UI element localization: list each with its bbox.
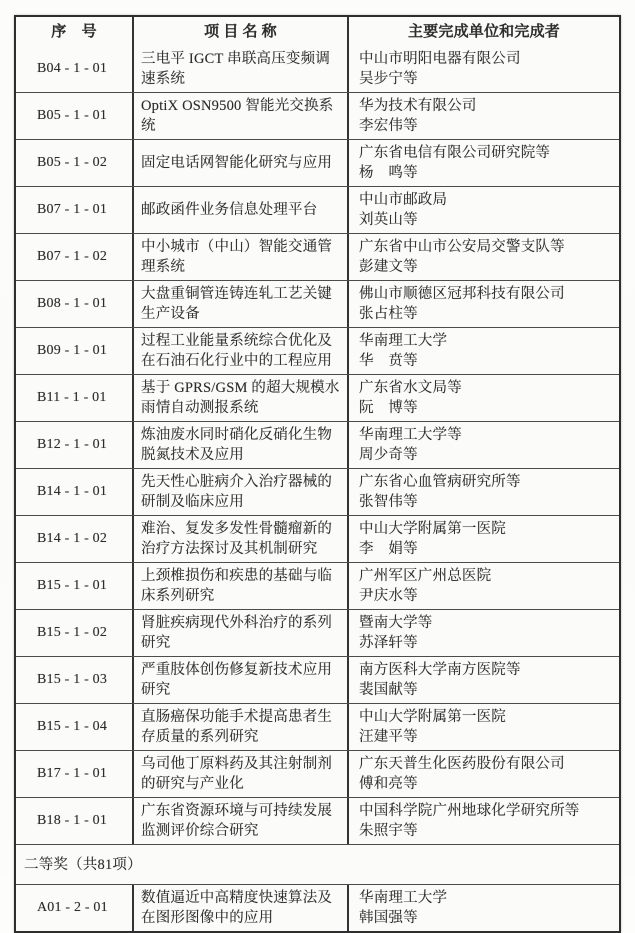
unit-org: 华南理工大学 [359,333,448,349]
table-row [16,327,619,374]
unit-person: 苏泽轩等 [359,635,418,651]
table-row [16,703,619,750]
section-label: 二等奖（共81项） [24,856,142,873]
table-header-row [16,17,619,46]
serial-cell: B17 - 1 - 01 [37,766,108,781]
project-cell: 过程工业能量系统综合优化及在石油石化行业中的工程应用 [132,328,347,374]
serial-cell: B15 - 1 - 01 [37,578,108,593]
serial-cell: B11 - 1 - 01 [37,390,107,405]
project-cell: 数值逼近中高精度快速算法及在图形图像中的应用 [132,885,347,931]
serial-cell: B15 - 1 - 04 [37,719,108,734]
table-row [16,280,619,327]
project-cell: 直肠癌保功能手术提高患者生存质量的系列研究 [132,704,347,750]
unit-org: 暨南大学等 [359,615,433,631]
project-cell: 乌司他丁原料药及其注射制剂的研究与产业化 [132,751,347,797]
unit-person: 李宏伟等 [359,118,418,134]
project-cell: 邮政函件业务信息处理平台 [132,187,347,233]
unit-cell [347,375,619,421]
unit-cell [347,657,619,703]
unit-person: 张占柱等 [359,306,418,322]
unit-org: 华南理工大学 [359,890,448,906]
unit-person: 汪建平等 [359,729,418,745]
unit-org: 中山大学附属第一医院 [359,709,506,725]
header-cell-project: 项 目 名 称 [132,17,347,46]
project-cell: 固定电话网智能化研究与应用 [132,140,347,186]
unit-org: 广州军区广州总医院 [359,568,492,584]
unit-cell [347,281,619,327]
serial-cell: B07 - 1 - 01 [37,202,108,217]
unit-cell [347,516,619,562]
unit-person: 韩国强等 [359,910,418,926]
project-cell: 肾脏疾病现代外科治疗的系列研究 [132,610,347,656]
table-row [16,421,619,468]
unit-person: 裴国献等 [359,682,418,698]
unit-person: 阮 博等 [359,400,418,416]
serial-cell: B04 - 1 - 01 [37,61,108,76]
serial-cell: B14 - 1 - 02 [37,531,108,546]
serial-cell: B05 - 1 - 01 [37,108,108,123]
unit-person: 李 娟等 [359,541,418,557]
project-cell: 广东省资源环境与可持续发展监测评价综合研究 [132,798,347,844]
unit-org: 广东省电信有限公司研究院等 [359,145,551,161]
serial-cell: B18 - 1 - 01 [37,813,108,828]
unit-person: 周少奇等 [359,447,418,463]
unit-org: 华南理工大学等 [359,427,462,443]
project-cell: 严重肢体创伤修复新技术应用研究 [132,657,347,703]
serial-cell: B12 - 1 - 01 [37,437,108,452]
table-body [16,46,619,931]
unit-cell [347,469,619,515]
project-cell: 难治、复发多发性骨髓瘤新的治疗方法探讨及其机制研究 [132,516,347,562]
project-cell: 先天性心脏病介入治疗器械的研制及临床应用 [132,469,347,515]
unit-cell [347,46,619,92]
award-table [14,15,621,933]
unit-person: 尹庆水等 [359,588,418,604]
unit-cell [347,704,619,750]
project-cell: 大盘重铜管连铸连轧工艺关键生产设备 [132,281,347,327]
table-row [16,468,619,515]
unit-cell [347,751,619,797]
unit-person: 朱照宇等 [359,823,418,839]
unit-org: 中国科学院广州地球化学研究所等 [359,803,580,819]
table-row [16,750,619,797]
unit-org: 华为技术有限公司 [359,98,477,114]
unit-cell [347,93,619,139]
unit-org: 南方医科大学南方医院等 [359,662,521,678]
project-cell: 炼油废水同时硝化反硝化生物脱氮技术及应用 [132,422,347,468]
project-cell: OptiX OSN9500 智能光交换系统 [132,93,347,139]
project-cell: 三电平 IGCT 串联高压变频调速系统 [132,46,347,92]
unit-person: 彭建文等 [359,259,418,275]
section-row [16,844,619,884]
serial-cell: A01 - 2 - 01 [37,900,108,915]
unit-cell [347,563,619,609]
unit-org: 佛山市顺德区冠邦科技有限公司 [359,286,565,302]
table-row [16,515,619,562]
header-cell-serial: 序 号 [51,23,97,40]
unit-cell [347,885,619,931]
unit-person: 吴步宁等 [359,71,418,87]
unit-org: 中山市邮政局 [359,192,448,208]
table-row [16,233,619,280]
table-row [16,797,619,844]
unit-org: 广东天普生化医药股份有限公司 [359,756,565,772]
unit-cell [347,798,619,844]
unit-org: 广东省心血管病研究所等 [359,474,521,490]
table-row [16,374,619,421]
table-row [16,186,619,233]
project-cell: 中小城市（中山）智能交通管理系统 [132,234,347,280]
serial-cell: B09 - 1 - 01 [37,343,108,358]
serial-cell: B15 - 1 - 03 [37,672,108,687]
table-row [16,562,619,609]
unit-cell [347,140,619,186]
serial-cell: B05 - 1 - 02 [37,155,108,170]
unit-person: 杨 鸣等 [359,165,418,181]
table-row [16,92,619,139]
serial-cell: B14 - 1 - 01 [37,484,108,499]
unit-org: 中山市明阳电器有限公司 [359,51,521,67]
table-row [16,609,619,656]
unit-org: 广东省中山市公安局交警支队等 [359,239,565,255]
unit-org: 中山大学附属第一医院 [359,521,506,537]
unit-cell [347,422,619,468]
unit-cell [347,187,619,233]
serial-cell: B07 - 1 - 02 [37,249,108,264]
unit-person: 刘英山等 [359,212,418,228]
table-row [16,139,619,186]
project-cell: 基于 GPRS/GSM 的超大规模水雨情自动测报系统 [132,375,347,421]
project-cell: 上颈椎损伤和疾患的基础与临床系列研究 [132,563,347,609]
unit-cell [347,328,619,374]
serial-cell: B15 - 1 - 02 [37,625,108,640]
unit-cell [347,234,619,280]
header-cell-unit: 主要完成单位和完成者 [347,17,619,46]
unit-person: 华 贲等 [359,353,418,369]
table-row [16,656,619,703]
table-row [16,884,619,931]
unit-person: 傅和亮等 [359,776,418,792]
unit-person: 张智伟等 [359,494,418,510]
unit-cell [347,610,619,656]
serial-cell: B08 - 1 - 01 [37,296,108,311]
table-row [16,46,619,92]
unit-org: 广东省水文局等 [359,380,462,396]
